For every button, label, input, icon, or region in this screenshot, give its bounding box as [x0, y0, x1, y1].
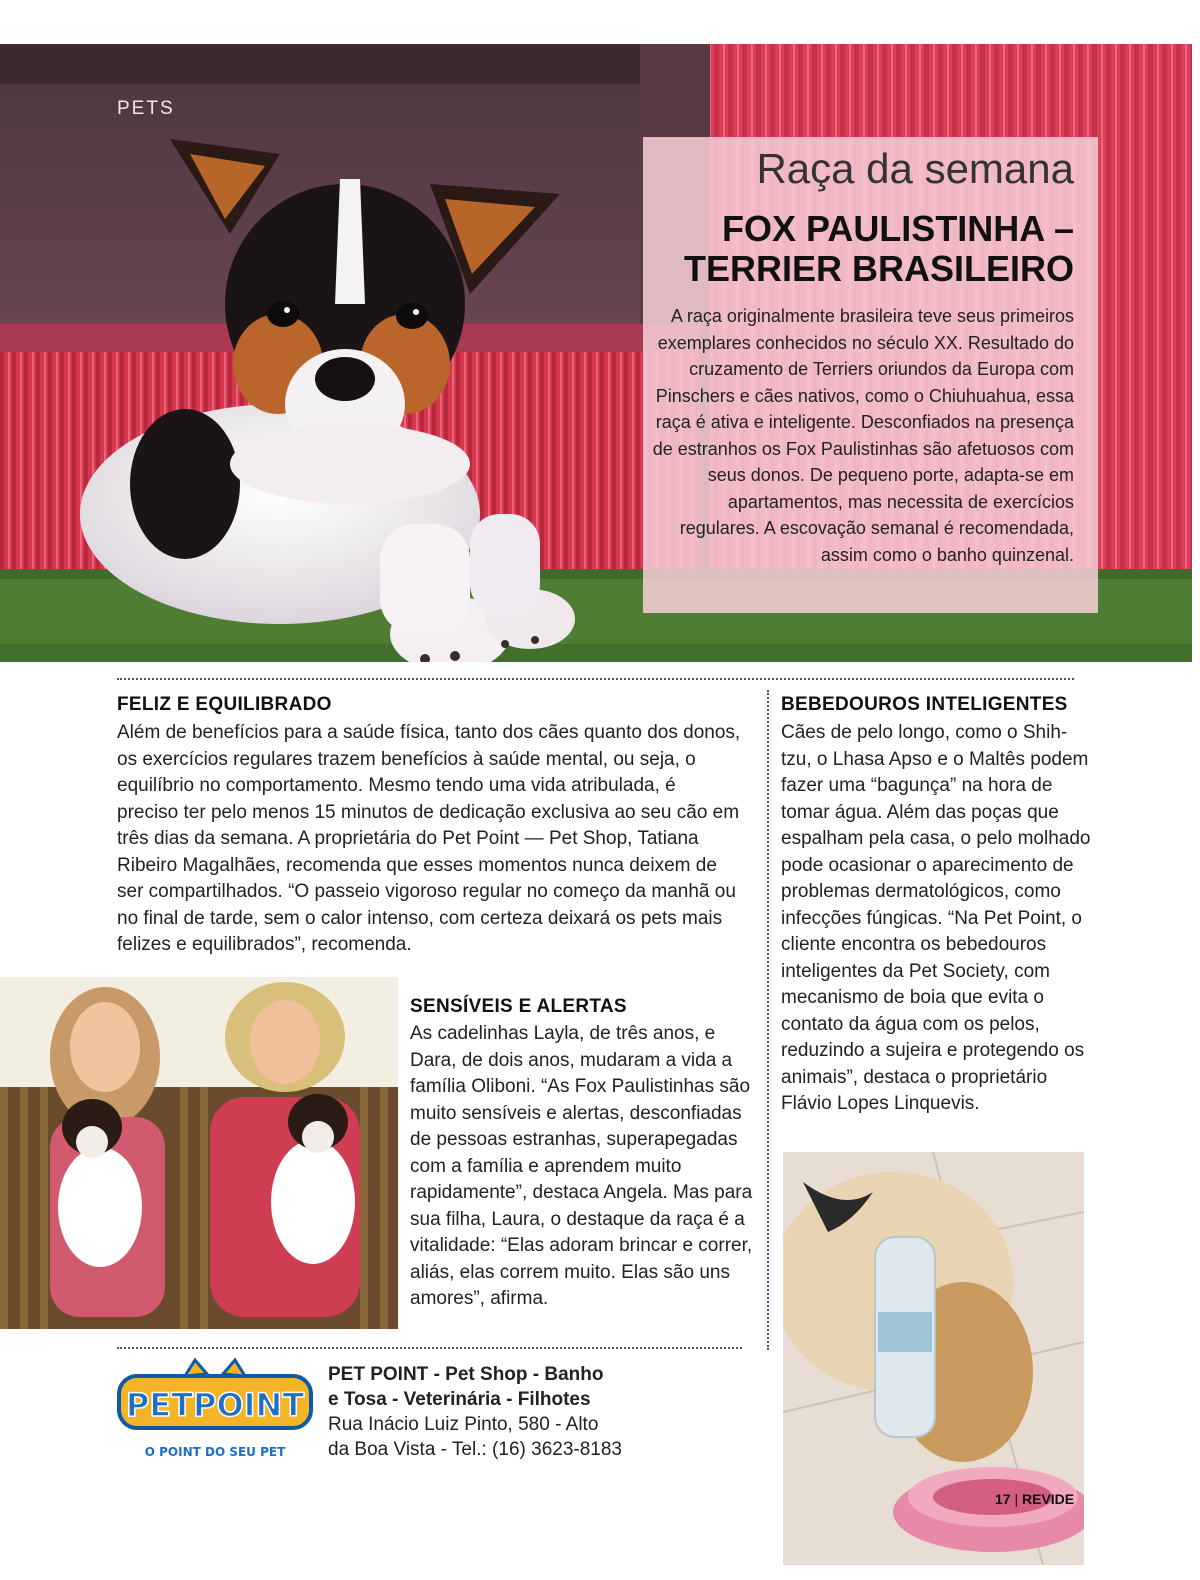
section-label: PETS — [117, 98, 175, 119]
breed-intro: A raça originalmente brasileira teve seus primeiros exemplares conhecidos no século XX. Resultado do cruzamento de Terriers oriundos da Europa com Pinschers e cães nativos, como o Chiuhuahua, essa raça é ativa e inteligente. Desconfiados na presença de estranhos os Fox Paulistinhas são afetuosos com seus donos. De pequeno porte, adapta-se em apartamentos, mas necessita de exercícios regulares. A escovação semanal é recomendada, assim como o banho quinzenal. — [652, 306, 1074, 565]
section-heading-sensiveis: SENSÍVEIS E ALERTAS — [410, 996, 627, 1017]
family-photo — [0, 977, 398, 1329]
ad-line-3: Rua Inácio Luiz Pinto, 580 - Alto — [328, 1414, 599, 1435]
section-text-bebedouros: Cães de pelo longo, como o Shih-tzu, o Lhasa Apso e o Maltês podem fazer uma “bagunça” na hora de tomar água. Além das poças que espalham pela casa, o pelo molhado pode ocasionar o aparecimento de problemas dermatológicos, como infecções fúngicas. “Na Pet Point, o cliente encontra os bebedouros inteligentes da Pet Society, com mecanismo de boia que evita o contato da água com os pelos, reduzindo a sujeira e protegendo os animais”, destaca o proprietário Flávio Lopes Linquevis. — [781, 722, 1091, 1114]
section-text-feliz: Além de benefícios para a saúde física, tanto dos cães quanto dos donos, os exercícios regulares trazem benefícios à saúde mental, ou seja, o equilíbrio no comportamento. Mesmo tendo uma vida atribulada, é preciso ter pelo menos 15 minutos de dedicação exclusiva ao seu cão em três dias da semana. A proprietária do Pet Point — Pet Shop, Tatiana Ribeiro Magalhães, recomenda que esses momentos nunca deixem de ser compartilhados. “O passeio vigoroso regular no começo da manhã ou no final de tarde, sem o calor intenso, com certeza deixará os pets mais felizes e equilibrados”, recomenda. — [117, 722, 741, 955]
petpoint-logo — [115, 1356, 315, 1481]
ad-line-4: da Boa Vista - Tel.: (16) 3623-8183 — [328, 1439, 622, 1460]
ad-line-2: e Tosa - Veterinária - Filhotes — [328, 1389, 591, 1410]
page-folio — [995, 1491, 1074, 1507]
section-text-sensiveis: As cadelinhas Layla, de três anos, e Dara, de dois anos, mudaram a vida a família Oliboni. “As Fox Paulistinhas são muito sensíveis e alertas, desconfiadas de pessoas estranhas, superapegadas com a família e aprendem muito rapidamente”, destaca Angela. Mas para sua filha, Laura, o destaque da raça é a vitalidade: “Elas adoram brincar e correr, aliás, elas correm muito. Elas são uns amores”, afirma. — [410, 1023, 753, 1309]
ad-line-1: PET POINT - Pet Shop - Banho — [328, 1364, 604, 1385]
section-heading-feliz: FELIZ E EQUILIBRADO — [117, 694, 332, 715]
folio-separator: | — [1014, 1491, 1019, 1507]
breed-title: FOX PAULISTINHA – TERRIER BRASILEIRO — [683, 208, 1074, 289]
logo-tagline: O POINT DO SEU PET — [144, 1445, 286, 1459]
logo-wordmark: PETPOINT — [125, 1386, 305, 1424]
breed-panel — [643, 137, 1098, 613]
ad-divider — [117, 1347, 742, 1349]
column-divider — [767, 690, 769, 1350]
section-heading-bebedouros: BEBEDOUROS INTELIGENTES — [781, 694, 1068, 715]
magazine-name: REVIDE — [1022, 1491, 1075, 1507]
top-divider — [117, 678, 1074, 680]
breed-kicker: Raça da semana — [756, 145, 1074, 192]
page-number: 17 — [995, 1491, 1011, 1507]
